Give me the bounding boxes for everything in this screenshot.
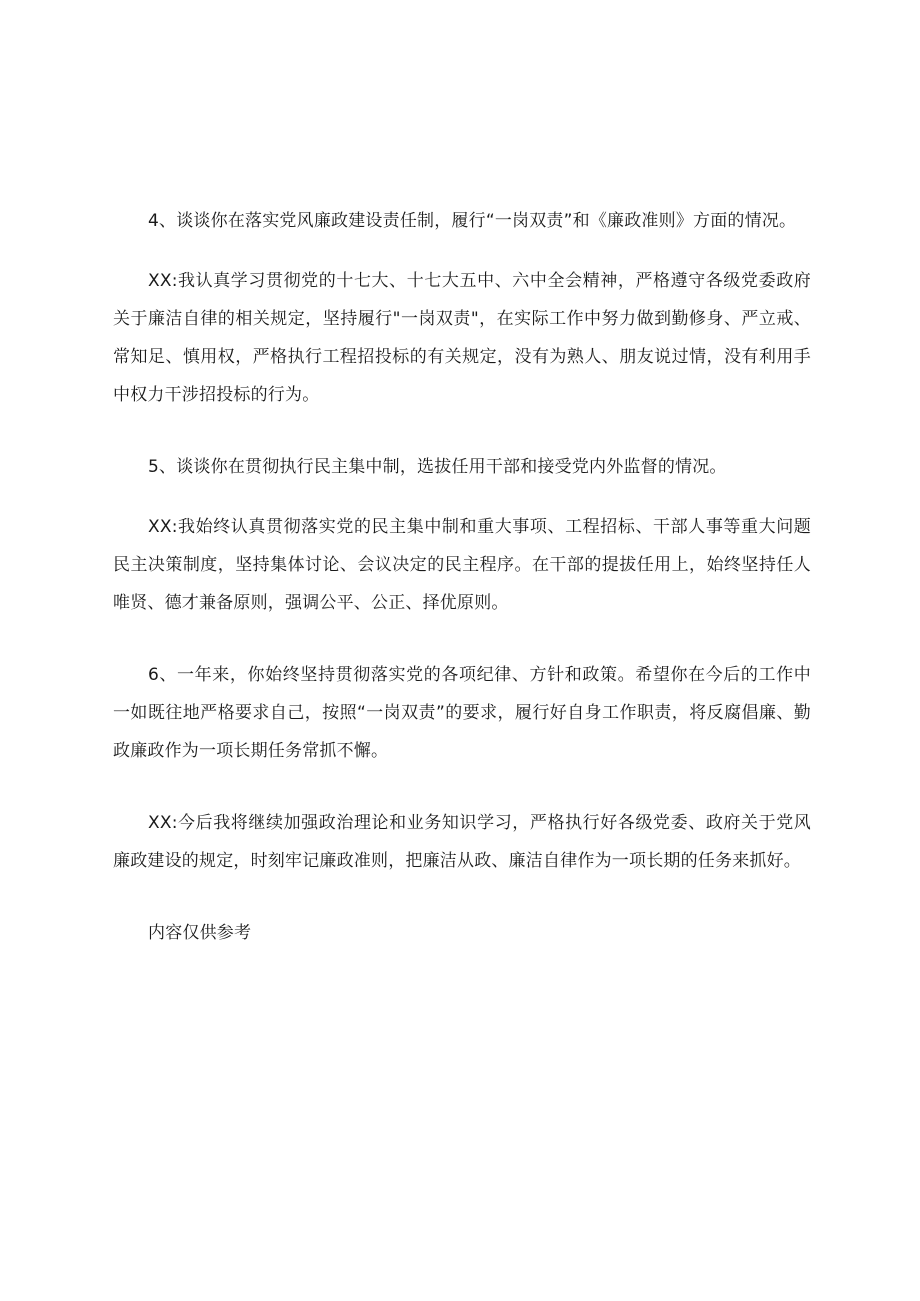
question-5: 5、谈谈你在贯彻执行民主集中制，选拔任用干部和接受党内外监督的情况。 xyxy=(148,457,727,477)
answer-6: XX:今后我将继续加强政治理论和业务知识学习，严格执行好各级党委、政府关于党风廉政建设的规定，时刻牢记廉政准则，把廉洁从政、廉洁自律作为一项长期的任务来抓好。 xyxy=(113,813,811,871)
question-6: 6、一年来，你始终坚持贯彻落实党的各项纪律、方针和政策。希望你在今后的工作中一如既往地严格要求自己，按照“一岗双责”的要求，履行好自身工作职责，将反腐倡廉、勤政廉政作为一项长期任务常抓不懈。 xyxy=(113,665,811,761)
answer-5: XX:我始终认真贯彻落实党的民主集中制和重大事项、工程招标、干部人事等重大问题民主决策制度，坚持集体讨论、会议决定的民主程序。在干部的提拔任用上，始终坚持任人唯贤、德才兼备原则，强调公平、公正、择优原则。 xyxy=(113,517,811,613)
reference-note: 内容仅供参考 xyxy=(148,923,252,943)
document-body xyxy=(113,202,811,986)
answer-4: XX:我认真学习贯彻党的十七大、十七大五中、六中全会精神，严格遵守各级党委政府关于廉洁自律的相关规定，坚持履行"一岗双责"，在实际工作中努力做到勤修身、严立戒、常知足、慎用权，严格执行工程招投标的有关规定，没有为熟人、朋友说过情，没有利用手中权力干涉招投标的行为。 xyxy=(113,271,811,405)
question-4: 4、谈谈你在落实党风廉政建设责任制，履行“一岗双责”和《廉政准则》方面的情况。 xyxy=(148,211,797,231)
